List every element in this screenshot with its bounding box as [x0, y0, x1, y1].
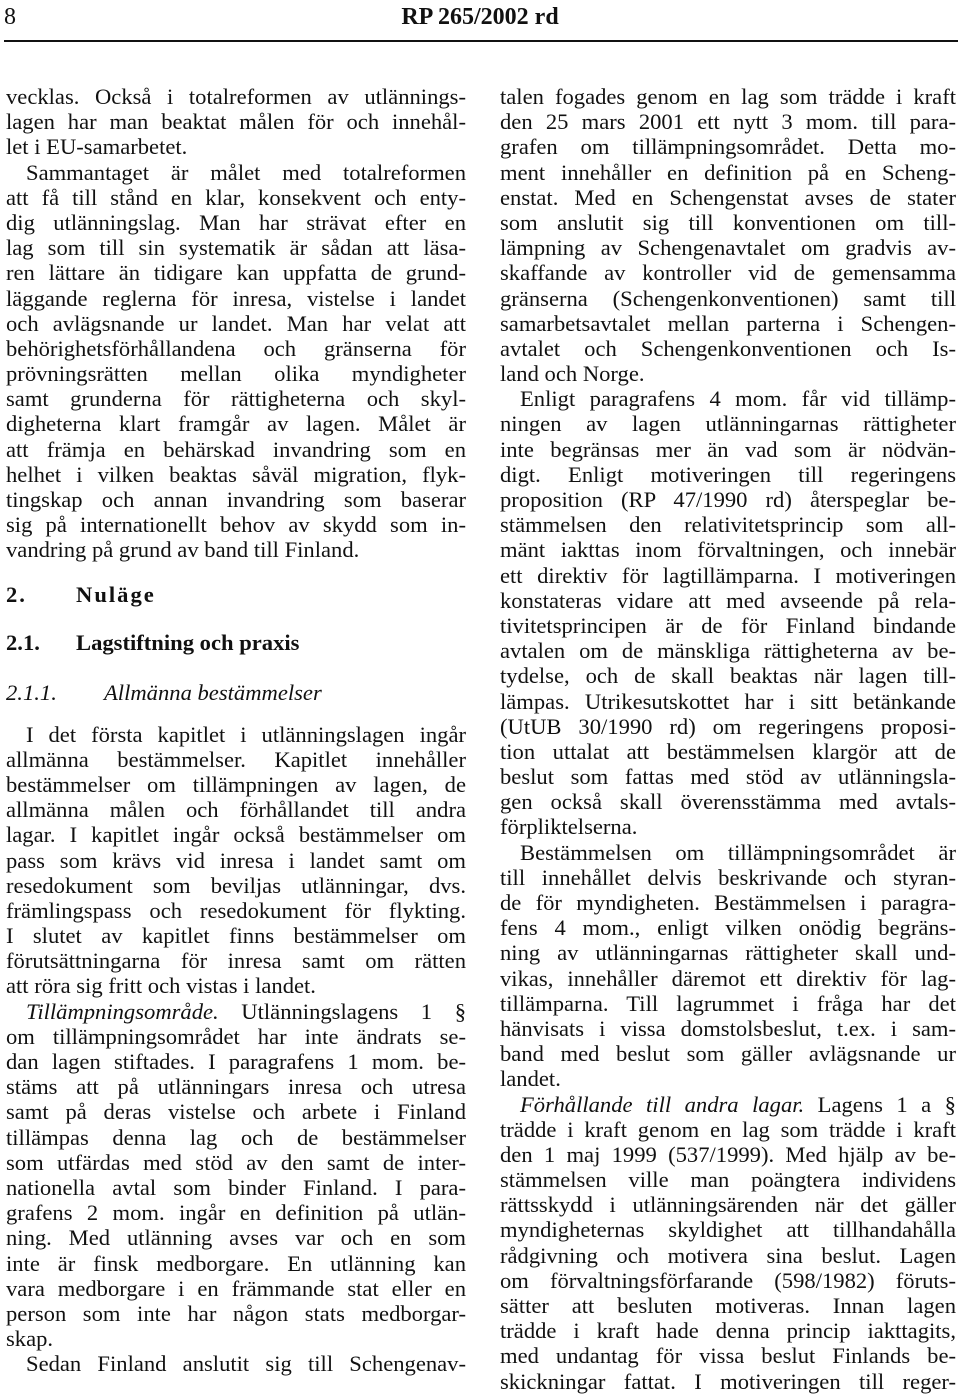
subsubsection-heading	[6, 668, 466, 722]
text-line: hänvisats i vissa domstolsbeslut, t.ex. i sam-	[500, 1015, 956, 1041]
text-line: enstat. Med en Schengenstat avses de stater	[500, 184, 956, 210]
text-line: trädde i kraft hade denna princip iakttagits,	[500, 1318, 956, 1344]
text-line: främlingspass och resedokument för flykting.	[6, 897, 466, 923]
text-line: resedokument som beviljas utlänningar, dvs.	[6, 872, 466, 898]
text-line: person som inte har någon stats medborgar-	[6, 1300, 466, 1326]
text-line: avtalet och Schengenkonventionen och Is-	[500, 335, 956, 361]
text-line: konstateras vidare att med avseende på rela-	[500, 587, 956, 613]
text-line: lag som till sin systematik är sådan att läsa-	[6, 235, 466, 261]
text-line: lämpning av Schengenavtalet om gradvis av-	[500, 235, 956, 261]
text-line: att främja en behärskad invandring som en	[6, 436, 466, 462]
text-line: vikas, innehåller däremot ett direktiv för lag-	[500, 965, 956, 991]
text-line: den 1 maj 1999 (537/1999). Med hjälp av be-	[500, 1141, 956, 1167]
paragraph-scope	[6, 1024, 466, 1351]
paragraph-goal	[6, 160, 466, 563]
paragraph-relation	[500, 1117, 956, 1394]
text-line: beslut som fattas med stöd av utlänningsla-	[500, 764, 956, 790]
text-line: ment innehåller en definition på en Scheng-	[500, 159, 956, 185]
text-line: lagar. I kapitlet ingår också bestämmelser om	[6, 822, 466, 848]
text-line: gen också skall överensstämma med avtals-	[500, 789, 956, 815]
text-line: trädde i kraft genom en lag som trädde i kraft	[500, 1116, 956, 1142]
text-line: vecklas. Också i totalreformen av utlännings-	[6, 84, 466, 109]
subsection-number: 2.1.	[6, 629, 40, 655]
text-line: talen fogades genom en lag som trädde i kraft	[500, 84, 956, 109]
right-column	[500, 84, 956, 1394]
text-line: tion uttalat att bestämmelsen klargör att de	[500, 738, 956, 764]
text-line: ren lättare än tidigare kan uppfatta de grund-	[6, 260, 466, 286]
text-line: skickningar fattat. I motiveringen till reger-	[500, 1368, 956, 1394]
text-line: om tillämpningsområdet har inte ändrats se-	[6, 1023, 466, 1049]
text-line: nationella avtal som binder Finland. I para-	[6, 1174, 466, 1200]
text-line: som anslutit sig till konventionen om till-	[500, 209, 956, 235]
page-header	[0, 0, 960, 40]
page-number: 8	[4, 4, 16, 30]
section-title: Nuläge	[76, 581, 156, 607]
text-line: mänt iakttas inom förvaltningen, och innebär	[500, 537, 956, 563]
text-line: allmänna målen och förhållandet till andra	[6, 797, 466, 823]
text-line: skap.	[6, 1326, 54, 1352]
text-line: rådgivning och motivera sina beslut. Lagen	[500, 1242, 956, 1268]
text-line: proposition (RP 47/1990 rd) återspeglar be-	[500, 487, 956, 512]
text-line: I slutet av kapitlet finns bestämmelser om	[6, 923, 466, 949]
text-line: ning av utlänningarnas rättigheter skall und-	[500, 940, 956, 966]
text-line: läggande reglerna för inresa, vistelse i landet	[6, 285, 466, 311]
relation-first-line-text: Lagens 1 a §	[804, 1091, 956, 1117]
text-line: digheterna klart framgår av lagen. Målet är	[6, 411, 466, 437]
text-line: inte är finsk medborgare. En utlänning kan	[6, 1250, 466, 1276]
text-line: helhet i vilken beaktas såväl migration, flyk-	[6, 461, 466, 487]
text-line: vara medborgare i en främmande stat eller en	[6, 1275, 466, 1301]
text-line: land och Norge.	[500, 361, 645, 387]
text-line: inte begränsas mer än vad som är nödvän-	[500, 436, 956, 462]
text-line: rättsskydd i utlänningsärenden när det gäller	[500, 1192, 956, 1218]
text-line: tillämparna. Till lagrummet i fråga har det	[500, 990, 956, 1016]
paragraph-intro	[6, 84, 466, 160]
text-line: fens 4 mom., enligt vilken onödig begräns-	[500, 915, 956, 941]
text-line: samt grunderna för rättigheterna och skyl-	[6, 386, 466, 412]
subsection-title: Lagstiftning och praxis	[76, 629, 300, 655]
text-line: och avlägsnande ur landet. Man har velat att	[6, 310, 466, 336]
text-line: tydelse, och de skall beaktas när lagen till-	[500, 663, 956, 689]
paragraph-scope-provision	[500, 840, 956, 1092]
text-line: Bestämmelsen om tillämpningsområdet är	[520, 839, 956, 865]
paragraph-schengen	[500, 84, 956, 386]
scope-run-in-heading: Tillämpningsområde.	[26, 998, 219, 1024]
paragraph-general-provisions	[6, 722, 466, 999]
text-line: tivitetsprincipen är de för Finland bindande	[500, 612, 956, 638]
subsubsection-title: Allmänna bestämmelser	[104, 679, 322, 705]
text-line: de för myndigheten. Bestämmelsen i paragra-	[500, 890, 956, 915]
text-line: förutsättningarna för inresa samt om rätten	[6, 948, 466, 974]
text-line: lagen har man beaktat målen för och innehål-	[6, 109, 466, 135]
text-line: Enligt paragrafens 4 mom. får vid tillämp-	[520, 386, 956, 412]
text-line: lämpas. Utrikesutskottet har i sitt betänkande	[500, 688, 956, 714]
text-line: allmänna bestämmelser. Kapitlet innehåller	[6, 746, 466, 772]
text-line: ett direktiv för lagtillämparna. I motiveringen	[500, 562, 956, 588]
text-line: band med beslut som gäller avlägsnande ur	[500, 1041, 956, 1067]
section-number: 2.	[6, 581, 27, 607]
text-line: avtalen om de mänskliga rättigheterna av be-	[500, 638, 956, 664]
relation-run-in-heading: Förhållande till andra lagar.	[520, 1091, 805, 1117]
text-line: bestämmelser om tillämpningen av lagen, de	[6, 771, 466, 797]
text-line: om förvaltningsförfarande (598/1982) föruts-	[500, 1267, 956, 1293]
text-line: landet.	[500, 1066, 561, 1092]
text-line: att få till stånd en klar, konsekvent och enty-	[6, 184, 466, 210]
text-line: till innehållet delvis beskrivande och styran-	[500, 864, 956, 890]
text-line: sig på internationellt behov av skydd som in-	[6, 512, 466, 538]
text-line: ning. Med utlänning avses var och en som	[6, 1225, 466, 1251]
text-line: grafen om tillämpningsområdet. Detta mo-	[500, 134, 956, 160]
text-line: Sammantaget är målet med totalreformen	[26, 159, 466, 185]
paragraph-relation-first-line	[500, 1092, 956, 1117]
left-column	[6, 84, 466, 1376]
text-line: samt på deras vistelse och arbete i Finland	[6, 1099, 466, 1125]
section-heading	[6, 572, 466, 618]
text-line: vandring på grund av band till Finland.	[6, 537, 360, 563]
document-id: RP 265/2002 rd	[401, 4, 559, 30]
text-line: digt. Enligt motiveringen till regeringens	[500, 461, 956, 487]
paragraph-schengen-first-line: Sedan Finland anslutit sig till Schengenav-	[26, 1351, 466, 1377]
text-line: stämmelsen den relativitetsprincip som all-	[500, 512, 956, 538]
paragraph-mom4	[500, 386, 956, 839]
paragraph-scope-first-line	[6, 999, 466, 1024]
text-line: tingskap och annan invandring som baserar	[6, 487, 466, 512]
text-line: som utfärdas med stöd av den samt de inter-	[6, 1149, 466, 1175]
text-line: I det första kapitlet i utlänningslagen ingår	[26, 721, 466, 747]
text-line: let i EU-samarbetet.	[6, 134, 188, 160]
subsubsection-number: 2.1.1.	[6, 679, 57, 705]
text-line: stämmelsen ville man poängtera individens	[500, 1167, 956, 1193]
scope-first-line-text: Utlänningslagens 1 §	[218, 998, 466, 1024]
text-line: stäms att på utlänningars inresa och utresa	[6, 1074, 466, 1100]
text-line: tillämpas denna lag och de bestämmelser	[6, 1124, 466, 1150]
text-line: dig utlänningslag. Man har strävat efter en	[6, 209, 466, 235]
text-line: ningen av lagen utlänningarnas rättigheter	[500, 411, 956, 437]
text-line: gränserna (Schengenkonventionen) samt till	[500, 285, 956, 311]
text-line: dan lagen stiftades. I paragrafens 1 mom. be-	[6, 1049, 466, 1074]
text-line: att röra sig fritt och vistas i landet.	[6, 973, 316, 999]
text-line: (UtUB 30/1990 rd) om regeringens proposi-	[500, 713, 956, 739]
text-line: myndigheternas skyldighet att tillhandahålla	[500, 1217, 956, 1243]
text-line: sätter att besluten motiveras. Innan lagen	[500, 1293, 956, 1318]
text-line: förpliktelserna.	[500, 814, 638, 840]
text-line: behörighetsförhållandena och gränserna för	[6, 335, 466, 361]
text-line: pass som krävs vid inresa i landet samt om	[6, 847, 466, 873]
subsection-heading	[6, 618, 466, 668]
text-line: grafens 2 mom. ingår en definition på utlän-	[6, 1200, 466, 1226]
text-line: samarbetsavtalet mellan parterna i Schengen-	[500, 310, 956, 336]
text-line: skaffande av kontroller vid de gemensamma	[500, 260, 956, 286]
text-line: med undantag för vissa beslut Finlands be-	[500, 1343, 956, 1369]
text-line: prövningsrätten mellan olika myndigheter	[6, 361, 466, 387]
text-line: den 25 mars 2001 ett nytt 3 mom. till para-	[500, 109, 956, 135]
header-rule	[4, 40, 958, 42]
